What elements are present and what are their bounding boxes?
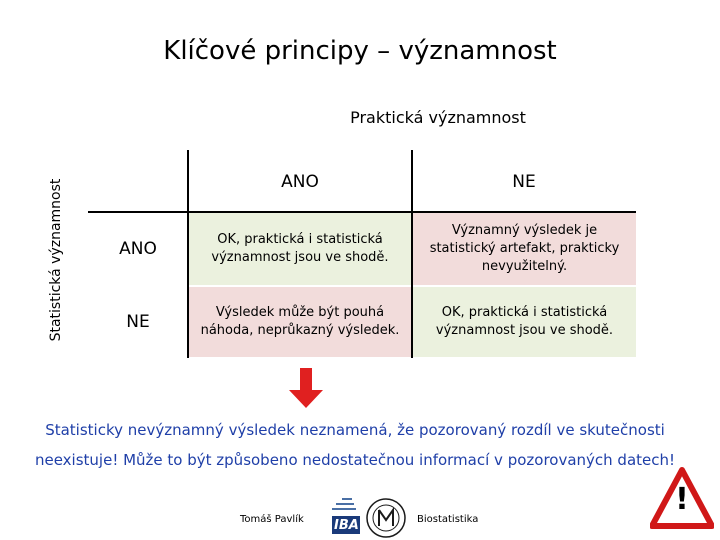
iba-logo-text: IBA — [334, 518, 359, 533]
table-divider — [411, 150, 413, 358]
warning-sign — [650, 466, 714, 532]
subject-name: Biostatistika — [417, 514, 479, 525]
note-line-1: Statisticky nevýznamný výsledek neznamená, že pozorovaný rozdíl ve skutečnosti — [45, 421, 665, 439]
row-label-ne: NE — [126, 312, 150, 332]
note-line-2: neexistuje! Může to být způsobeno nedostatečnou informací v pozorovaných datech! — [34, 451, 676, 469]
cell-ano-ne: Významný výsledek je statistický artefakt, prakticky nevyužitelný. — [413, 213, 636, 285]
university-seal-icon — [366, 498, 406, 538]
iba-logo — [330, 496, 362, 536]
column-axis-label: Praktická významnost — [350, 108, 526, 127]
table-divider — [88, 211, 636, 213]
column-label-ano: ANO — [281, 172, 319, 192]
down-arrow-icon — [289, 368, 323, 408]
cell-ne-ne: OK, praktická i statistická významnost jsou ve shodě. — [413, 287, 636, 357]
cell-ano-ano: OK, praktická i statistická významnost jsou ve shodě. — [189, 213, 411, 285]
slide-title: Klíčové principy – významnost — [163, 36, 557, 66]
cell-ne-ano: Výsledek může být pouhá náhoda, neprůkazný výsledek. — [189, 287, 411, 357]
table-divider — [187, 150, 189, 358]
row-label-ano: ANO — [119, 239, 157, 259]
author-name: Tomáš Pavlík — [240, 514, 304, 525]
row-axis-label: Statistická významnost — [48, 178, 64, 342]
warning-mark: ! — [675, 482, 689, 517]
column-label-ne: NE — [512, 172, 536, 192]
